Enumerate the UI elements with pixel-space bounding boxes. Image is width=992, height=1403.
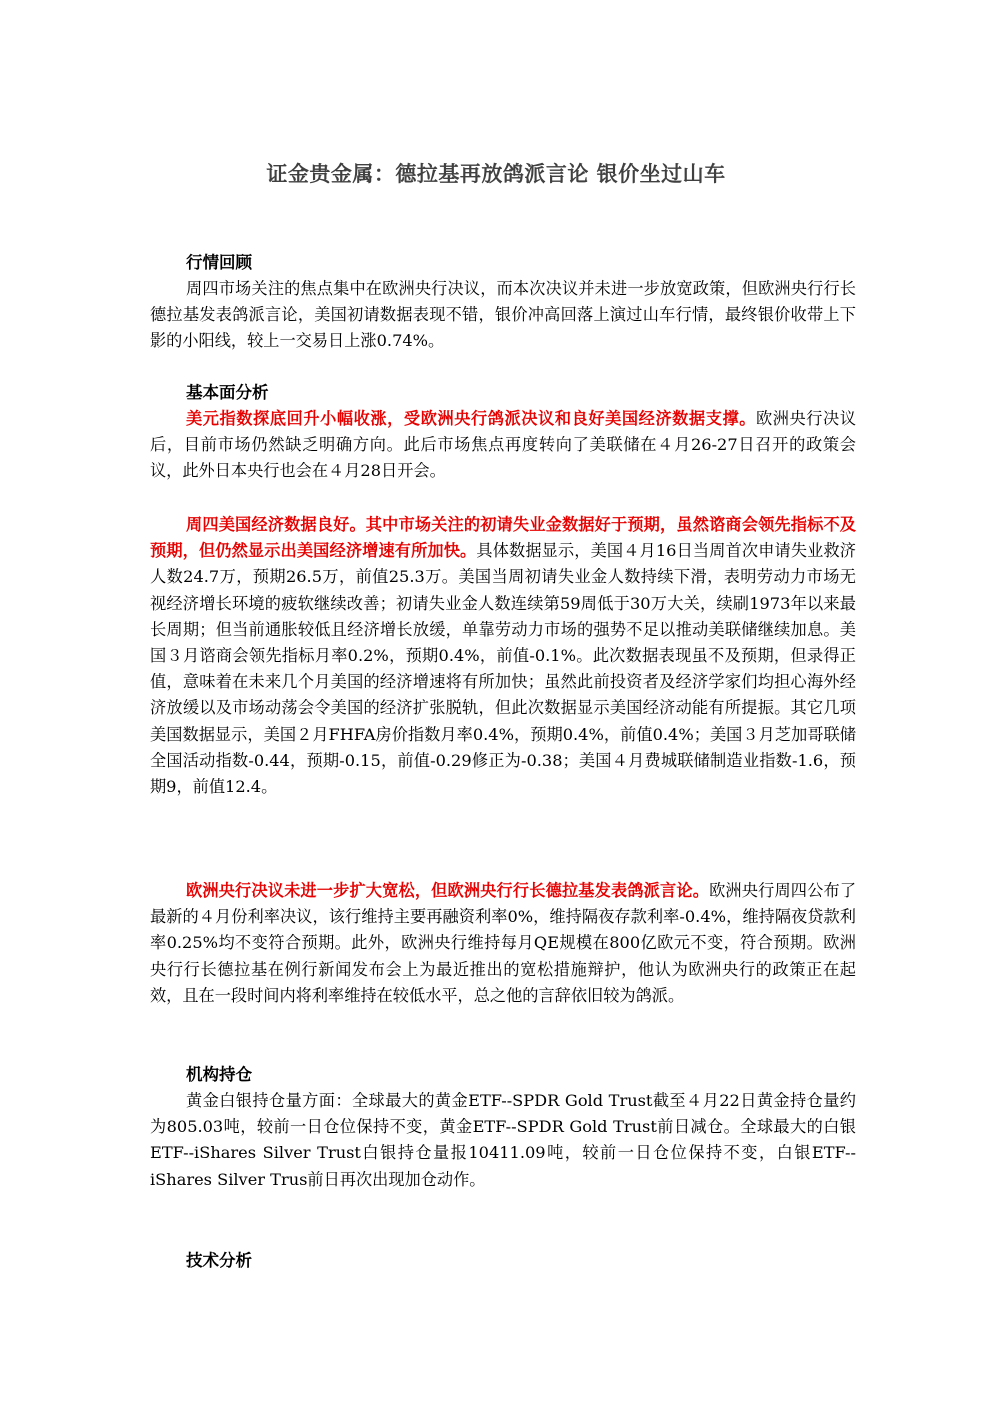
paragraph-lead: 周四美国经济数据良好。其中市场关注的初请失业金数据好于预期，虽然谘商会领先指标不及预期，但仍然显示出美国经济增速有所加快。 (150, 515, 856, 561)
section-fundamentals-us-data (150, 512, 856, 800)
paragraph-lead: 欧洲央行决议未进一步扩大宽松，但欧洲央行行长德拉基发表鸽派言论。 (186, 881, 710, 900)
paragraph-lead: 美元指数探底回升小幅收涨，受欧洲央行鸽派决议和良好美国经济数据支撑。 (186, 409, 756, 428)
document-title: 证金贵金属：德拉基再放鸽派言论 银价坐过山车 (266, 162, 726, 186)
paragraph-body: 周四市场关注的焦点集中在欧洲央行决议，而本次决议并未进一步放宽政策，但欧洲央行行长德拉基发表鸽派言论，美国初请数据表现不错，银价冲高回落上演过山车行情，最终银价收带上下影的小阳线，较上一交易日上涨0.74%。 (150, 279, 856, 351)
paragraph-body: 黄金白银持仓量方面：全球最大的黄金ETF--SPDR Gold Trust截至４月22日黄金持仓量约为805.03吨，较前一日仓位保持不变，黄金ETF--SPDR Gold Trust前日减仓。全球最大的白银ETF--iShares Silver Trust白银持仓量报10411.09吨，较前一日仓位保持不变，白银ETF--iShares Silver Trus前日再次出现加仓动作。 (150, 1091, 856, 1189)
paragraph (150, 1088, 856, 1193)
paragraph (150, 406, 856, 485)
paragraph-body: 欧洲央行周四公布了最新的４月份利率决议，该行维持主要再融资利率0%，维持隔夜存款利率-0.4%，维持隔夜贷款利率0.25%均不变符合预期。此外，欧洲央行维持每月QE规模在800亿欧元不变，符合预期。欧洲央行行长德拉基在例行新闻发布会上为最近推出的宽松措施辩护，他认为欧洲央行的政策正在起效，且在一段时间内将利率维持在较低水平，总之他的言辞依旧较为鸽派。 (150, 881, 857, 1005)
paragraph (150, 512, 856, 800)
section-fundamentals (150, 380, 856, 485)
section-holdings (150, 1062, 856, 1193)
paragraph-body: 具体数据显示，美国４月16日当周首次申请失业救济人数24.7万，预期26.5万，前值25.3万。美国当周初请失业金人数持续下滑，表明劳动力市场无视经济增长环境的疲软继续改善；初请失业金人数连续第59周低于30万大关，续刷1973年以来最长周期；但当前通胀较低且经济增长放缓，单靠劳动力市场的强势不足以推动美联储继续加息。美国３月谘商会领先指标月率0.2%，预期0.4%，前值-0.1%。此次数据表现虽不及预期，但录得正值，意味着在未来几个月美国的经济增速将有所加快；虽然此前投资者及经济学家们均担心海外经济放缓以及市场动荡会令美国的经济扩张脱轨，但此次数据显示美国经济动能有所提振。其它几项美国数据显示，美国２月FHFA房价指数月率0.4%，预期0.4%，前值0.4%；美国３月芝加哥联储全国活动指数-0.44，预期-0.15，前值-0.29修正为-0.38；美国４月费城联储制造业指数-1.6，预期9，前值12.4。 (150, 541, 856, 797)
paragraph-body: 欧洲央行决议后，目前市场仍然缺乏明确方向。此后市场焦点再度转向了美联储在４月26-27日召开的政策会议，此外日本央行也会在４月28日开会。 (150, 409, 857, 481)
paragraph (150, 276, 856, 355)
section-heading: 机构持仓 (186, 1065, 252, 1084)
section-heading: 技术分析 (186, 1251, 252, 1270)
paragraph (150, 878, 856, 1009)
section-technical (150, 1248, 856, 1274)
section-heading: 行情回顾 (186, 253, 252, 272)
section-market-review (150, 250, 856, 355)
section-fundamentals-ecb (150, 878, 856, 1009)
section-heading: 基本面分析 (186, 383, 269, 402)
